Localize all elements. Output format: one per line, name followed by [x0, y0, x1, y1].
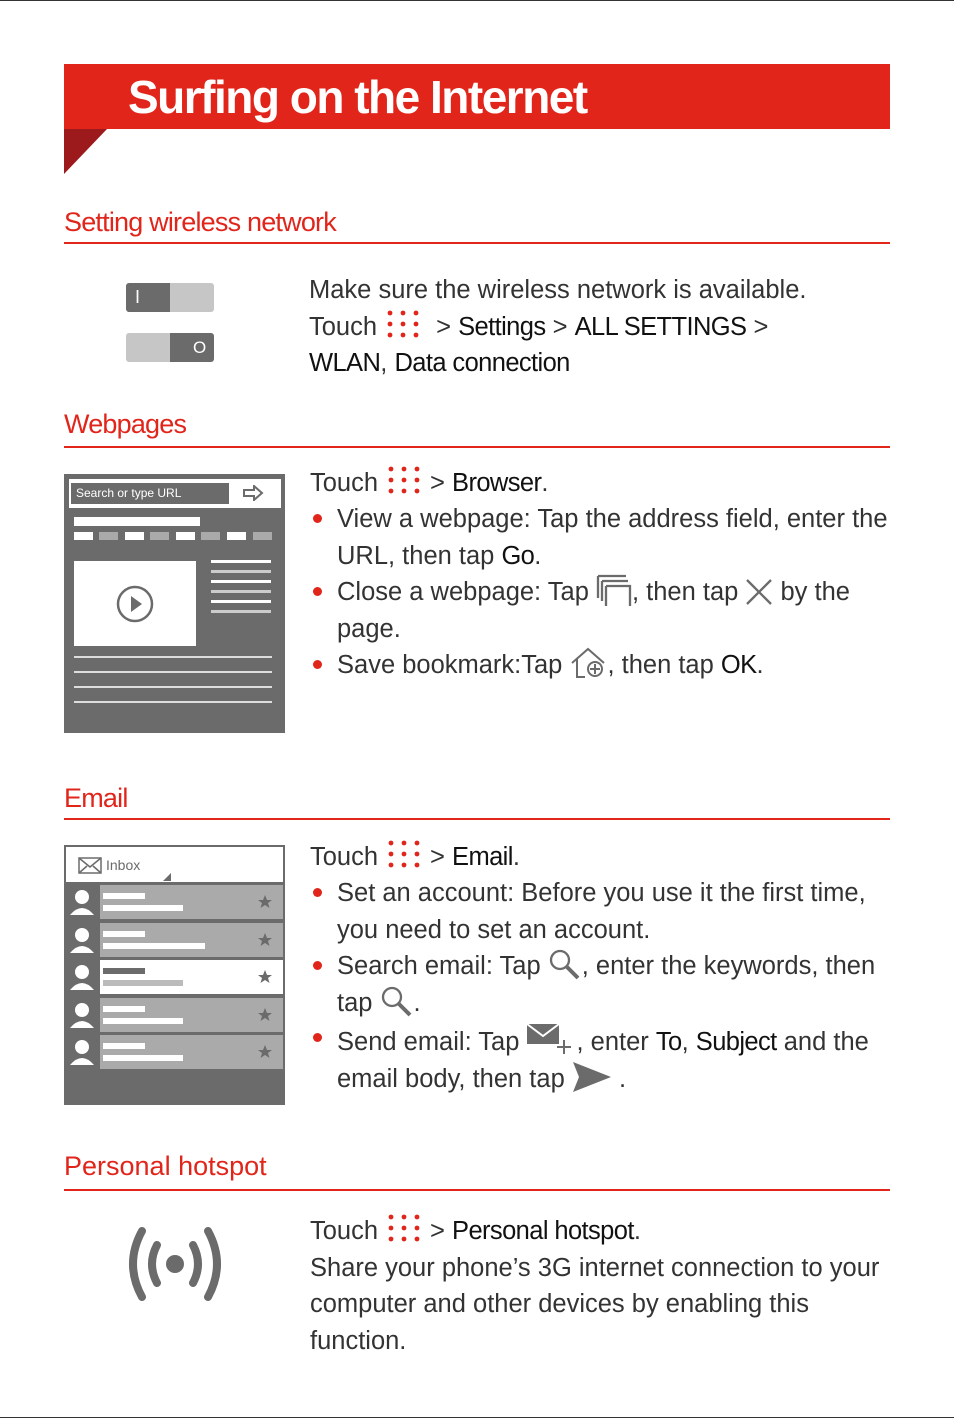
- bullet-text-part: , enter the keywords, then: [581, 952, 876, 980]
- hotspot-icon: [120, 1221, 230, 1307]
- period: .: [413, 988, 421, 1017]
- bottom-rule: [0, 1417, 954, 1418]
- period: .: [618, 1064, 627, 1093]
- wireless-line2: [309, 309, 806, 346]
- close-icon: [745, 578, 773, 606]
- inbox-label: Inbox: [106, 857, 141, 873]
- bullet-text: [337, 948, 897, 985]
- page-banner: [64, 64, 890, 129]
- address-placeholder: Search or type URL: [76, 486, 182, 500]
- personal-hotspot-label: Personal hotspot: [452, 1217, 634, 1245]
- send-icon: [572, 1061, 612, 1093]
- section-divider: [64, 242, 890, 244]
- bullet-text-2: page.: [337, 614, 401, 643]
- section-divider: [64, 1189, 890, 1191]
- bullet-dot: [313, 1033, 322, 1042]
- avatar-icon: [66, 998, 98, 1032]
- bullet-text: View a webpage: Tap the address field, enter the: [337, 505, 888, 533]
- bullet-text-2: you need to set an account.: [337, 915, 651, 944]
- email-label: Email: [452, 843, 513, 871]
- ok-label: OK: [720, 651, 757, 679]
- bullet-send-email: [337, 1020, 907, 1097]
- bullet-text: [337, 1020, 907, 1061]
- avatar-icon: [66, 885, 98, 919]
- browser-label: Browser: [452, 469, 542, 497]
- link-row: [74, 532, 272, 540]
- bullet-text-part: Send email: Tap: [337, 1028, 527, 1056]
- star-icon: [258, 895, 272, 909]
- bullet-text: [337, 647, 897, 684]
- section-webpages: [64, 409, 890, 440]
- period: .: [534, 541, 542, 570]
- path-separator: >: [430, 843, 445, 871]
- bullet-text-part: tap: [337, 988, 380, 1017]
- bullet-set-account: [337, 875, 897, 948]
- section-wireless: [64, 207, 890, 238]
- touch-label: Touch: [310, 469, 379, 497]
- touch-label: Touch: [310, 1217, 379, 1245]
- search-icon: [380, 985, 414, 1017]
- toggle-off-label: O: [193, 338, 207, 357]
- list-item: [66, 998, 283, 1032]
- list-item: [66, 885, 283, 919]
- hotspot-touch-line: [310, 1213, 879, 1250]
- section-divider: [64, 446, 890, 448]
- path-separator: >: [753, 312, 769, 341]
- bookmark-add-icon: [569, 647, 607, 679]
- bullet-text: Set an account: Before you use it the first time,: [337, 879, 866, 907]
- go-label: Go: [501, 541, 535, 570]
- mail-row-body: [100, 885, 283, 919]
- email-mock: [64, 845, 285, 1105]
- path-separator: >: [430, 469, 445, 497]
- wireless-line3: [309, 345, 806, 382]
- hotspot-desc-line1: Share your phone’s 3G internet connection to your: [310, 1253, 880, 1282]
- touch-label: Touch: [309, 312, 378, 341]
- avatar-icon: [66, 960, 98, 994]
- section-title-webpages: Webpages: [64, 409, 187, 439]
- avatar-icon: [66, 1035, 98, 1069]
- bullet-text-part: , then tap: [607, 651, 721, 679]
- toggle-on-icon: [126, 283, 214, 312]
- star-icon: [258, 970, 272, 984]
- settings-label: Settings: [458, 312, 546, 341]
- bullet-text-part: , enter: [576, 1028, 656, 1056]
- hotspot-desc-line2: computer and other devices by enabling this: [310, 1290, 809, 1318]
- star-icon: [258, 1045, 272, 1059]
- bullet-text-part: Close a webpage: Tap: [337, 578, 596, 606]
- section-title-email: Email: [64, 783, 128, 813]
- section-title-hotspot: Personal hotspot: [64, 1151, 267, 1181]
- hotspot-desc-line3: function.: [310, 1326, 407, 1355]
- section-email: [64, 783, 890, 814]
- tabs-icon: [596, 574, 632, 606]
- top-rule: [0, 0, 954, 1]
- bullet-dot: [313, 587, 322, 596]
- period: .: [756, 651, 764, 679]
- forward-arrow-icon: [242, 485, 264, 501]
- period: .: [541, 469, 549, 497]
- search-icon: [548, 948, 582, 980]
- bullet-dot: [313, 888, 322, 897]
- section-hotspot: [64, 1151, 890, 1182]
- banner-fold: [64, 129, 107, 174]
- browser-mock: [64, 474, 285, 733]
- page-title: Surfing on the Internet: [128, 71, 587, 123]
- mail-row-body: [100, 960, 283, 994]
- period: .: [633, 1217, 641, 1245]
- comma: ,: [681, 1028, 696, 1056]
- path-separator: >: [552, 312, 568, 341]
- toggle-off-icon: [126, 333, 214, 362]
- body-lines: [74, 656, 272, 706]
- section-title-wireless: Setting wireless network: [64, 207, 336, 237]
- comma: ,: [380, 349, 388, 377]
- bullet-search-email: [337, 948, 897, 1021]
- mail-row-body: [100, 998, 283, 1032]
- mail-icon: [78, 857, 102, 874]
- bullet-dot: [313, 660, 322, 669]
- toggle-on-label: I: [135, 287, 141, 307]
- bullet-text-part: Search email: Tap: [337, 952, 548, 980]
- apps-grid-icon: [386, 465, 422, 495]
- wireless-instructions: [309, 272, 806, 382]
- list-item: [66, 1035, 283, 1069]
- bullet-text-2: [337, 985, 897, 1022]
- bullet-save-bookmark: [337, 647, 897, 684]
- bullet-text-part: , then tap: [631, 578, 746, 606]
- touch-label: Touch: [310, 843, 379, 871]
- mail-row-body: [100, 923, 283, 957]
- inbox-header: [66, 847, 283, 882]
- bullet-dot: [313, 514, 322, 523]
- apps-grid-icon: [385, 309, 421, 339]
- to-label: To: [655, 1028, 682, 1056]
- text-placeholder: [74, 517, 200, 526]
- address-field: [71, 483, 229, 504]
- path-separator: >: [436, 312, 452, 341]
- data-connection-label: Data connection: [394, 349, 570, 377]
- hotspot-text: [310, 1213, 879, 1359]
- webpages-touch-line: [310, 465, 548, 502]
- bullet-text-part: by the: [773, 578, 850, 606]
- wireless-line1: Make sure the wireless network is available.: [309, 276, 807, 304]
- all-settings-label: ALL SETTINGS: [574, 312, 747, 341]
- list-item: [66, 960, 283, 994]
- mail-row-body: [100, 1035, 283, 1069]
- list-item: [66, 923, 283, 957]
- side-lines: [211, 560, 271, 616]
- bullet-dot: [313, 961, 322, 970]
- period: .: [512, 843, 520, 871]
- compose-icon: [526, 1020, 576, 1056]
- bullet-text-2: [337, 538, 897, 575]
- email-touch-line: [310, 839, 520, 876]
- bullet-text-part: and the: [776, 1028, 869, 1056]
- apps-grid-icon: [386, 839, 422, 869]
- apps-grid-icon: [386, 1213, 422, 1243]
- bullet-text-part: Save bookmark:Tap: [337, 651, 570, 679]
- wlan-label: WLAN: [309, 349, 381, 377]
- star-icon: [258, 933, 272, 947]
- bullet-text-2: [337, 1061, 907, 1098]
- video-thumbnail: [74, 561, 196, 646]
- bullet-close-webpage: [337, 574, 897, 647]
- bullet-text-part: URL, then tap: [337, 541, 502, 570]
- bullet-text: [337, 574, 897, 611]
- play-icon: [116, 585, 154, 623]
- avatar-icon: [66, 923, 98, 957]
- bullet-text-part: email body, then tap: [337, 1064, 572, 1093]
- section-divider: [64, 818, 890, 820]
- bullet-view-webpage: [337, 501, 897, 574]
- star-icon: [258, 1008, 272, 1022]
- path-separator: >: [430, 1217, 445, 1245]
- dropdown-indicator-icon: [163, 873, 171, 881]
- subject-label: Subject: [695, 1028, 777, 1056]
